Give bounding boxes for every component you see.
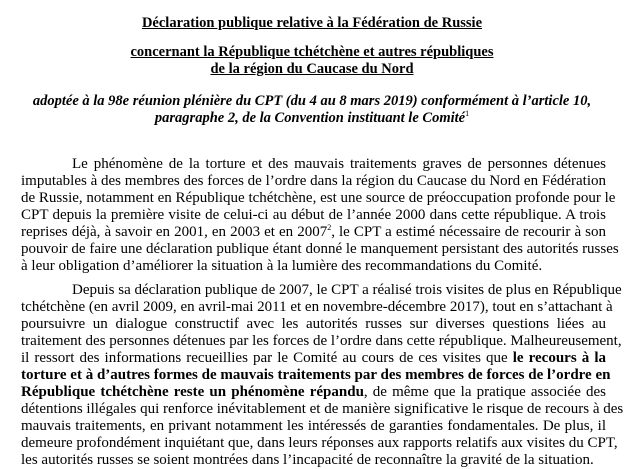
paragraph-line	[21, 350, 606, 367]
line-text: , de même que la pratique associée des	[363, 384, 606, 400]
footnote-marker-2: 2	[327, 223, 332, 232]
paragraph-line: à leur obligation d’améliorer la situation à la lumière des recommandations du Comité.	[21, 258, 543, 274]
paragraph-line: Depuis sa déclaration publique de 2007, le CPT a réalisé trois visites de plus en République	[72, 282, 622, 298]
document-subtitle-line-1: adoptée à la 98e réunion plénière du CPT (du 4 au 8 mars 2019) conformément à l’article 10,	[32, 93, 592, 109]
paragraph-line: mauvais traitements, en privant notamment les intéressés de garanties fondamentales. De plus, il	[21, 418, 606, 434]
document-title-line-2: concernant la République tchétchène et autres républiques	[130, 44, 494, 60]
paragraph-2	[21, 282, 624, 469]
line-text: il ressort des informations recueillies par le Comité au cours de ces visites que	[21, 350, 513, 366]
paragraph-line: les autorités russes se soient montrées dans l’incapacité de reconnaître la gravité de la situation.	[21, 452, 594, 468]
paragraph-line: de Russie, notamment en République tchétchène, est une source de préoccupation profonde pour le	[21, 190, 616, 206]
line-text: , le CPT a estimé nécessaire de recourir à son	[331, 224, 607, 240]
line-text: reprises déjà, à savoir en 2001, en 2003 et en 2007	[21, 224, 328, 240]
paragraph-line	[21, 384, 606, 401]
paragraph-line: Le phénomène de la torture et des mauvais traitements graves de personnes détenues	[72, 156, 606, 172]
document-title-line-3: de la région du Caucase du Nord	[210, 61, 414, 77]
emphasis-text: torture et à d’autres formes de mauvais traitements par des membres de forces de l’ordre en	[21, 367, 611, 383]
paragraph-line: CPT depuis la première visite de celui-ci au début de l’année 2000 dans cette république. A trois	[21, 207, 606, 223]
paragraph-line: poursuivre un dialogue constructif avec les autorités russes sur diverses questions liées au	[21, 316, 606, 332]
paragraph-line: demeure profondément inquiétant que, dans leurs réponses aux rapports relatifs aux visites du CPT,	[21, 435, 618, 451]
subtitle-text: paragraphe 2, de la Convention instituant le Comité	[154, 110, 466, 126]
paragraph-1	[21, 156, 619, 275]
document-subtitle-line-2	[0, 110, 624, 127]
paragraph-line: tchétchène (en avril 2009, en avril-mai 2011 et en novembre-décembre 2017), tout en s’attachant à	[21, 299, 613, 315]
paragraph-line: imputables à des membres des forces de l’ordre dans la région du Caucase du Nord en Fédération	[21, 173, 606, 189]
document-title: Déclaration publique relative à la Fédération de Russie	[141, 15, 483, 31]
emphasis-text: République tchétchène reste un phénomène répandu	[21, 384, 364, 400]
paragraph-line: détentions illégales qui renforce inévitablement et de manière significative le risque de recours à des	[21, 401, 624, 417]
paragraph-line: traitement des personnes détenues par les forces de l’ordre dans cette république. Malheureusement,	[21, 333, 622, 349]
footnote-marker-1: 1	[465, 109, 470, 119]
paragraph-line	[21, 367, 611, 384]
emphasis-text: le recours à la	[512, 350, 606, 366]
paragraph-line: pouvoir de faire une déclaration publique étant donné le manquement persistant des autorités russes	[21, 241, 619, 257]
paragraph-line	[21, 224, 606, 241]
